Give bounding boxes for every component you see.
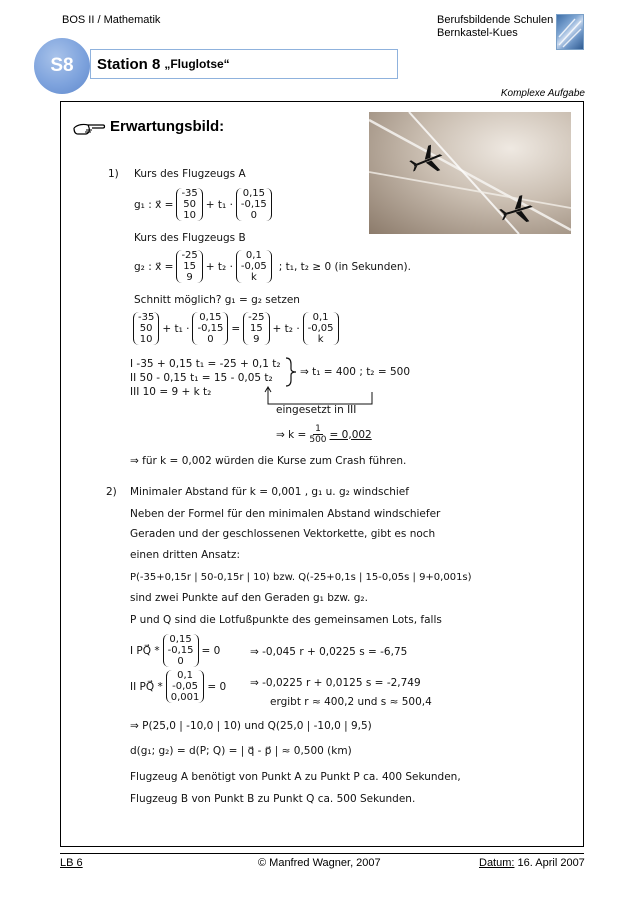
g2-direction-vector: 0,1 -0,05 k — [236, 250, 272, 283]
footer-date-label: Datum: — [479, 857, 515, 869]
eqII-vector: 0,1 -0,05 0,001 — [166, 670, 205, 703]
g2-condition: ; t₁, t₂ ≥ 0 (in Sekunden). — [278, 260, 411, 273]
footer-date — [479, 857, 585, 869]
equation-I: I PQ⃗ * 0,15 -0,15 0 = 0 — [130, 634, 221, 667]
g1-label: g₁ : x⃗ = — [134, 198, 174, 211]
airplanes-photo — [369, 112, 571, 234]
part1-kurs-b: Kurs des Flugzeugs B — [134, 232, 246, 244]
k-value: = 0,002 — [329, 428, 372, 441]
part2-line-7: P und Q sind die Lotfußpunkte des gemeinsamen Lots, falls — [130, 614, 442, 626]
g2-label: g₂ : x⃗ = — [134, 260, 174, 273]
pointing-hand-icon — [72, 118, 106, 138]
distance-result: d(g₁; g₂) = d(P; Q) = | q⃗ - p⃗ | ≈ 0,500 (km) — [130, 745, 352, 757]
header-school — [437, 14, 553, 40]
system-eq-1: I -35 + 0,15 t₁ = -25 + 0,1 t₂ — [130, 358, 281, 370]
part2-line-3: Geraden und der geschlossenen Vektorkette, gibt es noch — [130, 528, 436, 540]
station-subtitle: „Fluglotse“ — [164, 57, 230, 71]
g1-param: + t₁ · — [205, 198, 233, 211]
system-eq-2: II 50 - 0,15 t₁ = 15 - 0,05 t₂ — [130, 372, 273, 384]
eq-vector-p2: -25 15 9 — [243, 312, 269, 345]
eq-vector-d2: 0,1 -0,05 k — [303, 312, 339, 345]
k-fraction: $\frac{1}{500}$ — [309, 424, 327, 445]
line-g2 — [134, 250, 411, 283]
equation-II-result: ⇒ -0,0225 r + 0,0125 s = -2,749 — [250, 677, 421, 689]
header-subject: BOS II / Mathematik — [62, 14, 161, 26]
final-line-2: Flugzeug B von Punkt B zu Punkt Q ca. 500 Sekunden. — [130, 793, 416, 805]
system-result: ⇒ t₁ = 400 ; t₂ = 500 — [300, 366, 411, 378]
part1-conclusion: ⇒ für k = 0,002 würden die Kurse zum Crash führen. — [130, 455, 407, 467]
equation-I-result: ⇒ -0,045 r + 0,0225 s = -6,75 — [250, 646, 408, 658]
footer-lb: LB 6 — [60, 857, 83, 869]
school-line-2: Bernkastel-Kues — [437, 27, 518, 39]
system-eq-3: III 10 = 9 + k t₂ — [130, 386, 212, 398]
footer-copyright: © Manfred Wagner, 2007 — [258, 857, 381, 869]
part2-line-6: sind zwei Punkte auf den Geraden g₁ bzw. g₂. — [130, 592, 368, 604]
g2-position-vector: -25 15 9 — [176, 250, 202, 283]
station-badge: S8 — [34, 38, 90, 94]
g2-param: + t₂ · — [205, 260, 233, 273]
school-logo — [556, 14, 584, 50]
part2-line-4: einen dritten Ansatz: — [130, 549, 240, 561]
equation-II: II PQ⃗ * 0,1 -0,05 0,001 = 0 — [130, 670, 227, 703]
eqI-vector: 0,15 -0,15 0 — [163, 634, 199, 667]
task-type-label: Komplexe Aufgabe — [500, 88, 585, 99]
footer-divider — [60, 853, 584, 854]
part2-line-2: Neben der Formel für den minimalen Abstand windschiefer — [130, 508, 441, 520]
points-result: ⇒ P(25,0 | -10,0 | 10) und Q(25,0 | -10,0 | 9,5) — [130, 720, 372, 732]
part2-points-pq: P(-35+0,15r | 50-0,15r | 10) bzw. Q(-25+0,1s | 15-0,05s | 9+0,001s) — [130, 572, 472, 583]
part2-number: 2) — [106, 486, 117, 498]
part1-kurs-a: Kurs des Flugzeugs A — [134, 168, 246, 180]
part1-number: 1) — [108, 168, 119, 180]
brace-icon — [284, 356, 298, 388]
eingesetzt-label: eingesetzt in III — [276, 404, 357, 416]
station-title-box — [90, 49, 398, 79]
line-g1 — [134, 188, 275, 221]
eq-vector-p1: -35 50 10 — [133, 312, 159, 345]
section-heading: Erwartungsbild: — [110, 118, 225, 135]
eq-vector-d1: 0,15 -0,15 0 — [192, 312, 228, 345]
footer-date-value: 16. April 2007 — [517, 857, 585, 869]
schnitt-line: Schnitt möglich? g₁ = g₂ setzen — [134, 294, 300, 306]
k-result: ⇒ k = $\frac{1}{500}$ = 0,002 — [276, 424, 372, 445]
g1-position-vector: -35 50 10 — [176, 188, 202, 221]
part2-line-1: Minimaler Abstand für k = 0,001 , g₁ u. g₂ windschief — [130, 486, 409, 498]
ergibt-line: ergibt r ≈ 400,2 und s ≈ 500,4 — [270, 696, 432, 708]
g1-direction-vector: 0,15 -0,15 0 — [236, 188, 272, 221]
station-title: Station 8 — [97, 55, 161, 73]
school-line-1: Berufsbildende Schulen — [437, 14, 554, 26]
equation-g1-equals-g2: -35 50 10 + t₁ · 0,15 -0,15 0 = -25 15 9 + t₂ · 0,1 -0,05 k — [130, 312, 342, 345]
final-line-1: Flugzeug A benötigt von Punkt A zu Punkt P ca. 400 Sekunden, — [130, 771, 461, 783]
